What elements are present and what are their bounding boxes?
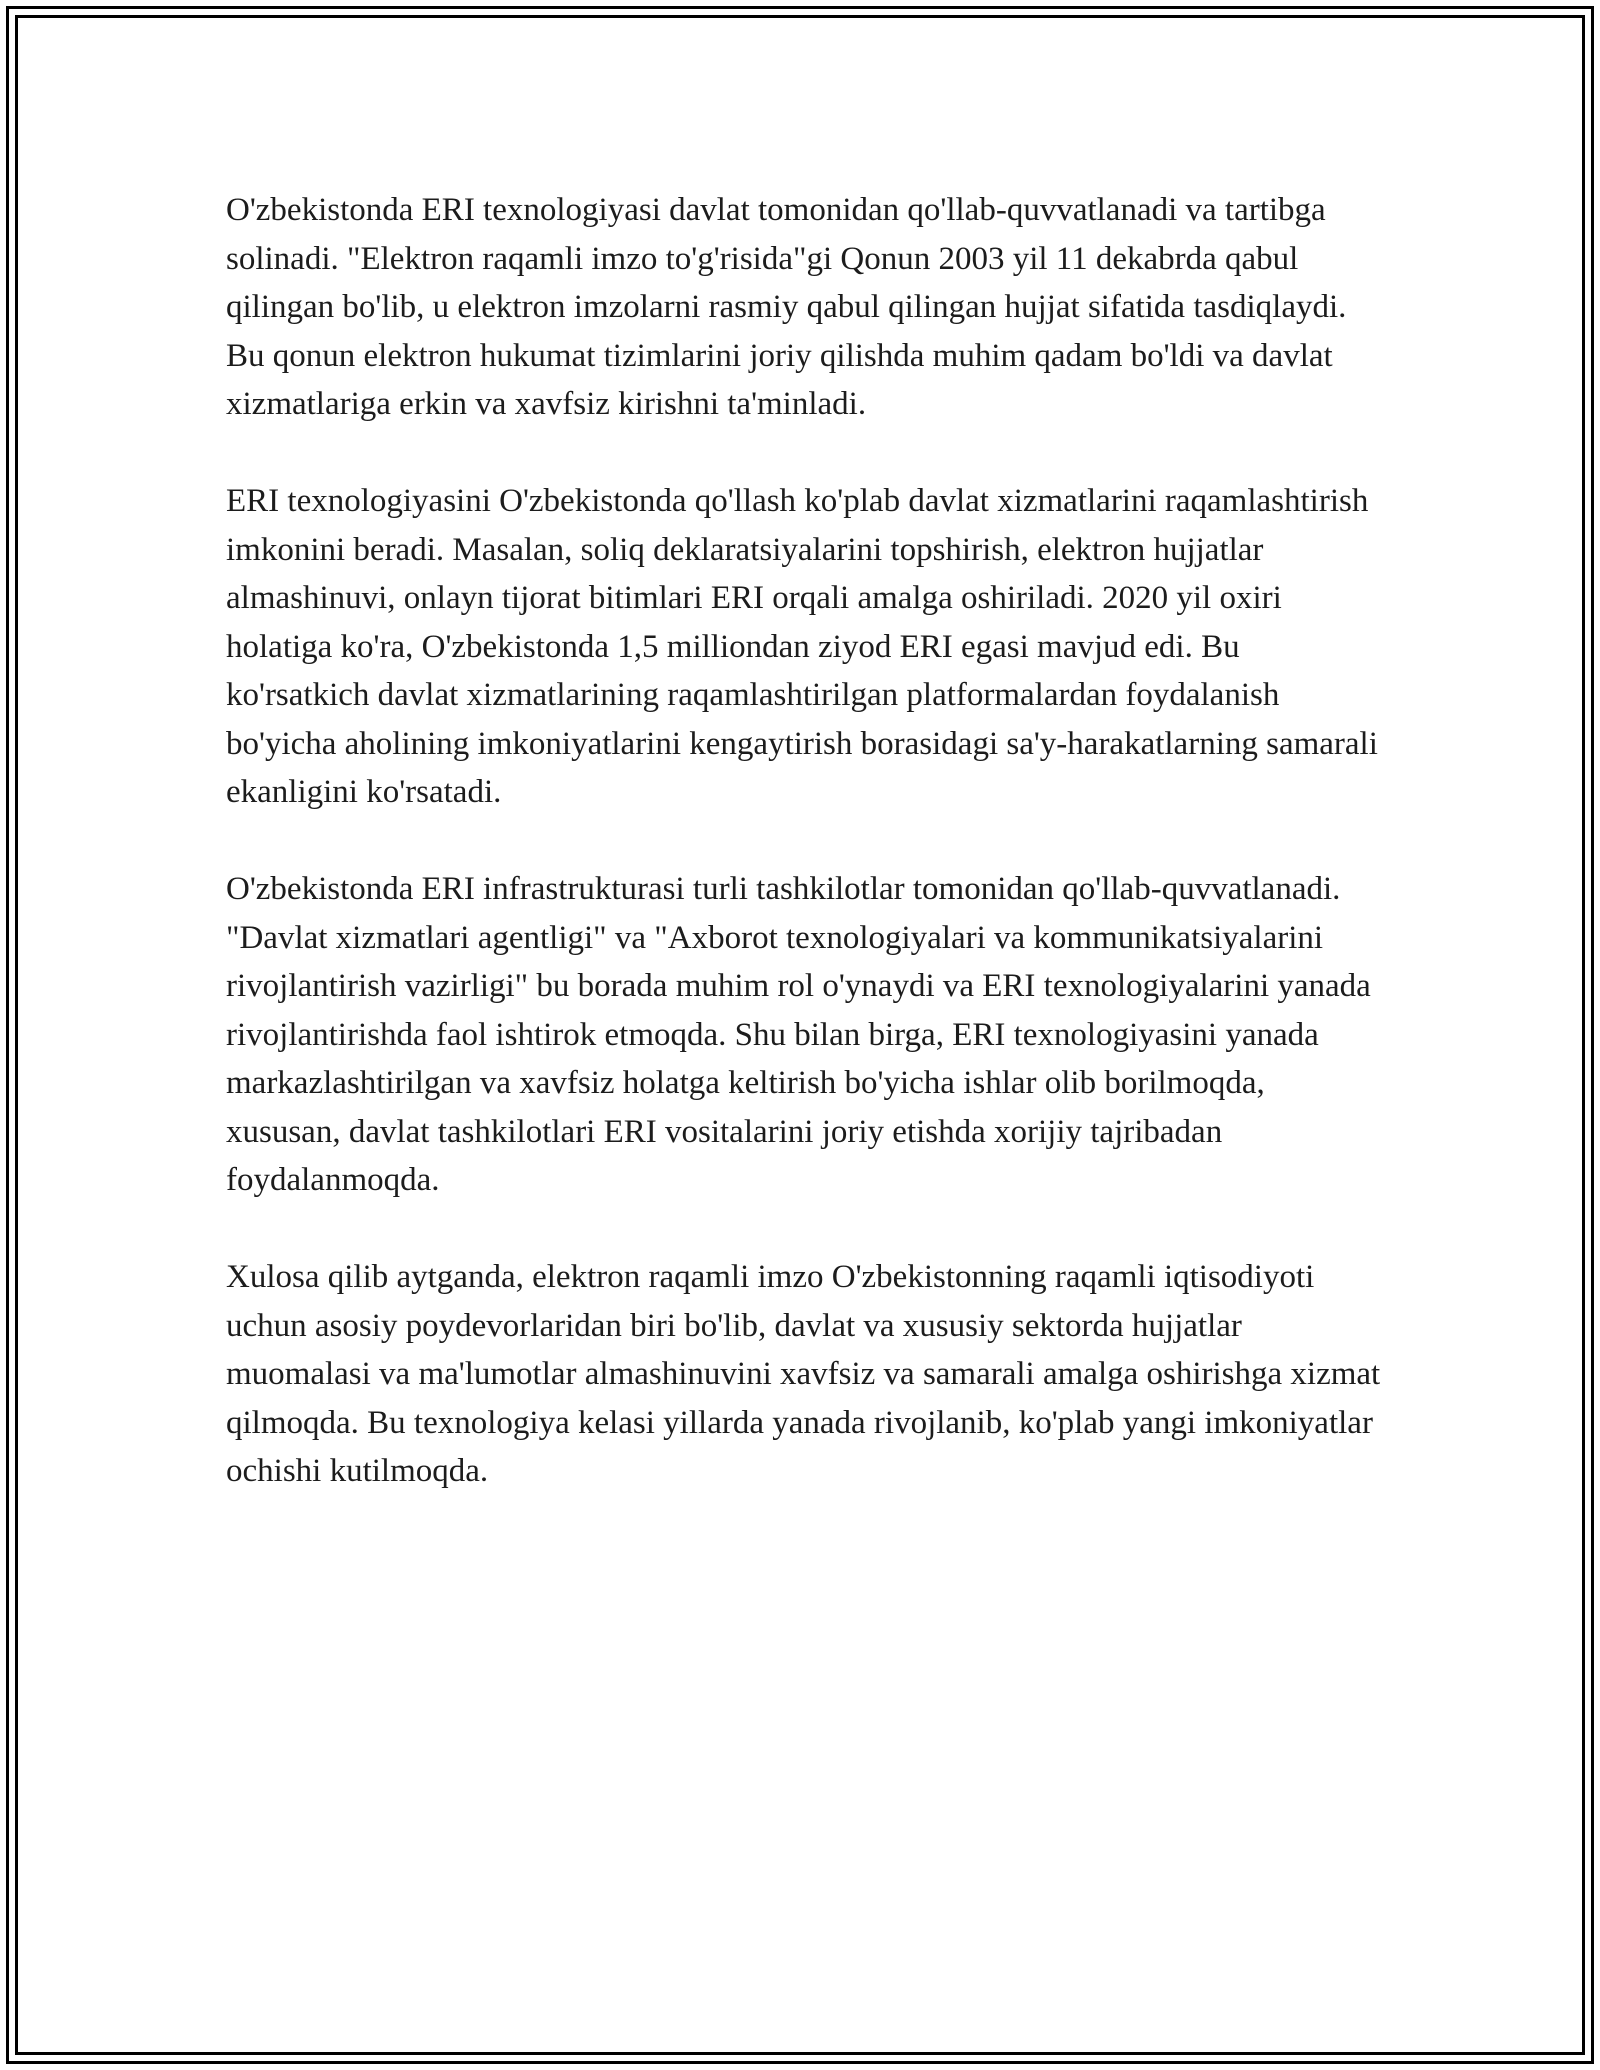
paragraph-conclusion: Xulosa qilib aytganda, elektron raqamli imzo O'zbekistonning raqamli iqtisodiyoti uchun asosiy poydevorlaridan biri bo'lib, davlat va xususiy sektorda hujjatlar muomalasi va ma'lumotlar almashinuvini xavfsiz va samarali amalga oshirishga xizmat qilmoqda. Bu texnologiya kelasi yillarda yanada rivojlanib, ko'plab yangi imkoniyatlar ochishi kutilmoqda. <box>226 1259 1381 1489</box>
paragraph-infrastructure: O'zbekistonda ERI infrastrukturasi turli tashkilotlar tomonidan qo'llab-quvvatlanadi. "Davlat xizmatlari agentligi" va "Axborot texnologiyalari va kommunikatsiyalarini rivojlantirish vazirligi" bu borada muhim rol o'ynaydi va ERI texnologiyalarini yanada rivojlantirishda faol ishtirok etmoqda. Shu bilan birga, ERI texnologiyasini yanada markazlashtirilgan va xavfsiz holatga keltirish bo'yicha ishlar olib borilmoqda, xususan, davlat tashkilotlari ERI vositalarini joriy etishda xorijiy tajribadan foydalanmoqda. <box>226 871 1371 1198</box>
paragraph-legal-basis: O'zbekistonda ERI texnologiyasi davlat tomonidan qo'llab-quvvatlanadi va tartibga solinadi. "Elektron raqamli imzo to'g'risida"gi Qonun 2003 yil 11 dekabrda qabul qilingan bo'lib, u elektron imzolarni rasmiy qabul qilingan hujjat sifatida tasdiqlaydi. Bu qonun elektron hukumat tizimlarini joriy qilishda muhim qadam bo'ldi va davlat xizmatlariga erkin va xavfsiz kirishni ta'minladi. <box>226 192 1347 422</box>
paragraph-digital-services: ERI texnologiyasini O'zbekistonda qo'llash ko'plab davlat xizmatlarini raqamlashtirish imkonini beradi. Masalan, soliq deklaratsiyalarini topshirish, elektron hujjatlar almashinuvi, onlayn tijorat bitimlari ERI orqali amalga oshiriladi. 2020 yil oxiri holatiga ko'ra, O'zbekistonda 1,5 milliondan ziyod ERI egasi mavjud edi. Bu ko'rsatkich davlat xizmatlarining raqamlashtirilgan platformalardan foydalanish bo'yicha aholining imkoniyatlarini kengaytirish borasidagi sa'y-harakatlarning samarali ekanligini ko'rsatadi. <box>226 483 1378 810</box>
document-body <box>226 186 1386 1544</box>
